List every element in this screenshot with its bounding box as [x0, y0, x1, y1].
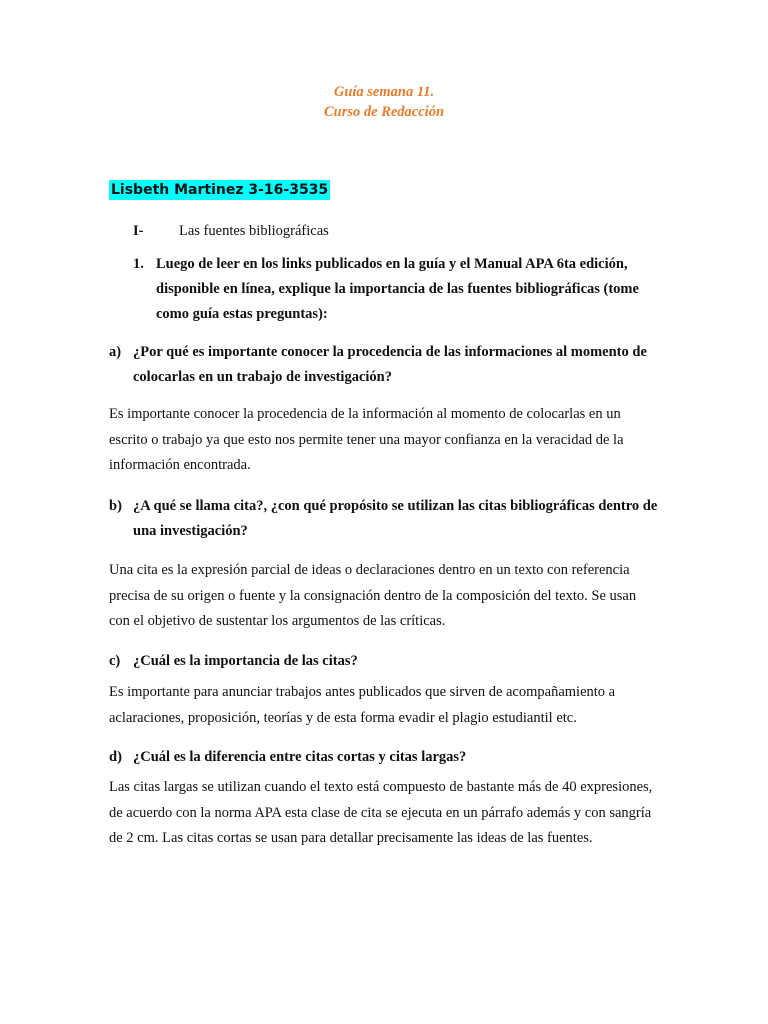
question-1 [133, 252, 653, 327]
section-title: Las fuentes bibliográficas [179, 223, 329, 239]
question-1-text: Luego de leer en los links publicados en la guía y el Manual APA 6ta edición, disponible en línea, explique la importancia de las fuentes bibliográficas (tome como guía estas preguntas): [156, 256, 639, 322]
question-c-letter: c) [109, 653, 121, 669]
question-c [109, 649, 669, 674]
question-1-number: 1. [133, 256, 144, 272]
question-b-text: ¿A qué se llama cita?, ¿con qué propósito se utilizan las citas bibliográficas dentro de una investigación? [133, 498, 658, 539]
document-header [0, 82, 768, 122]
answer-b: Una cita es la expresión parcial de ideas o declaraciones dentro en un texto con referencia precisa de su origen o fuente y la consignación dentro de la composición del texto. Se usan con el objetivo de sustentar los argumentos de las críticas. [109, 562, 637, 629]
question-d-text: ¿Cuál es la diferencia entre citas cortas y citas largas? [133, 749, 467, 765]
question-a-text: ¿Por qué es importante conocer la procedencia de las informaciones al momento de colocarlas en un trabajo de investigación? [133, 344, 647, 385]
section-heading [133, 221, 329, 241]
header-line-1: Guía semana 11. [333, 84, 435, 100]
section-number: I- [133, 223, 144, 239]
answer-c: Es importante para anunciar trabajos antes publicados que sirven de acompañamiento a aclaraciones, proposición, teorías y de esta forma evadir el plagio estudiantil etc. [109, 684, 616, 726]
author-name: Lisbeth Martinez 3-16-3535 [111, 182, 329, 198]
question-d-letter: d) [109, 749, 122, 765]
header-line-2: Curso de Redacción [323, 104, 445, 120]
question-c-text: ¿Cuál es la importancia de las citas? [133, 653, 358, 669]
question-a [109, 340, 669, 390]
question-a-letter: a) [109, 344, 122, 360]
answer-a: Es importante conocer la procedencia de la información al momento de colocarlas en un escrito o trabajo ya que esto nos permite tener una mayor confianza en la veracidad de la información encontrada. [109, 406, 624, 473]
answer-d: Las citas largas se utilizan cuando el texto está compuesto de bastante más de 40 expresiones, de acuerdo con la norma APA esta clase de cita se ejecuta en un párrafo además y con sangría de 2 cm. Las citas cortas se usan para detallar precisamente las ideas de las fuentes. [109, 779, 653, 846]
question-b-letter: b) [109, 498, 122, 514]
question-d [109, 745, 669, 770]
question-b [109, 494, 669, 544]
